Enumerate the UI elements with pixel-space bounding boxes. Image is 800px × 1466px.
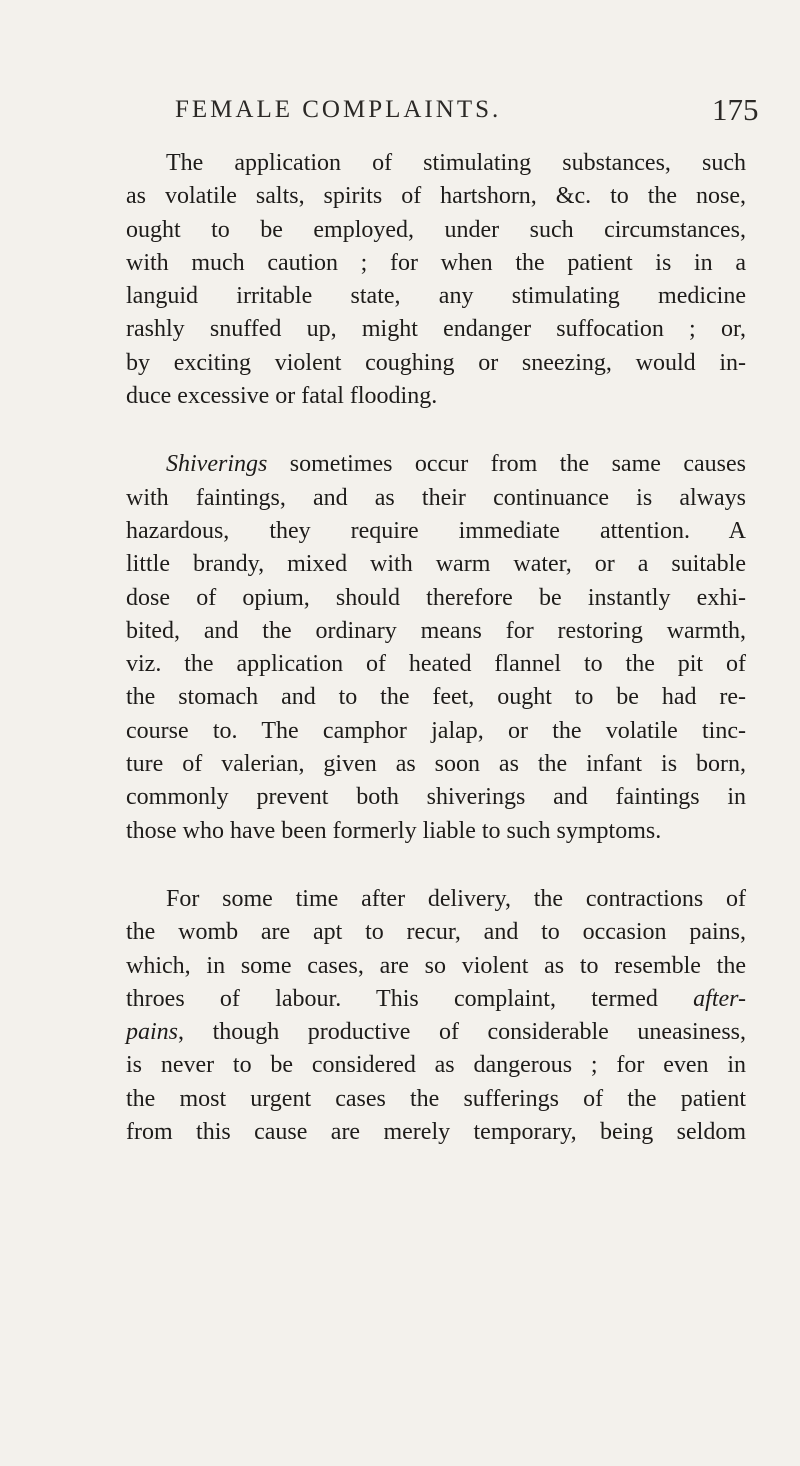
text-line: viz. the application of heated flannel to the pit of (126, 651, 746, 678)
text-line: with faintings, and as their continuance is always (126, 484, 746, 511)
paragraph-3 (126, 883, 746, 1149)
running-head-title: FEMALE COMPLAINTS. (175, 96, 502, 123)
text-line: which, in some cases, are so violent as to resemble the (126, 952, 746, 979)
italic-term: pains (126, 1019, 179, 1046)
text-line (126, 983, 746, 1016)
text-line: from this cause are merely temporary, being seldom (126, 1119, 746, 1146)
text-line: the womb are apt to recur, and to occasion pains, (126, 919, 746, 946)
text-line (126, 1016, 746, 1049)
text-line: ought to be employed, under such circumstances, (126, 216, 746, 243)
body-text (126, 147, 746, 1149)
text-span: throes of labour. This complaint, termed (126, 985, 694, 1012)
text-line: course to. The camphor jalap, or the volatile tinc- (126, 717, 746, 744)
paragraph-2 (126, 448, 746, 848)
text-line: hazardous, they require immediate attention. A (126, 517, 746, 544)
text-line: ture of valerian, given as soon as the infant is born, (126, 751, 746, 778)
text-line: dose of opium, should therefore be instantly exhi- (126, 584, 746, 611)
text-line: bited, and the ordinary means for restoring warmth, (126, 617, 746, 644)
text-span: , though productive of considerable uneasiness, (178, 1019, 746, 1046)
running-head (0, 92, 800, 136)
text-line: as volatile salts, spirits of hartshorn, &c. to the nose, (126, 183, 746, 210)
text-line: duce excessive or fatal flooding. (126, 383, 438, 410)
text-line: by exciting violent coughing or sneezing, would in- (126, 349, 746, 376)
text-line: the most urgent cases the sufferings of the patient (126, 1085, 746, 1112)
text-line: little brandy, mixed with warm water, or a suitable (126, 551, 746, 578)
text-line: the stomach and to the feet, ought to be had re- (126, 684, 746, 711)
text-line: with much caution ; for when the patient is in a (126, 249, 746, 276)
text-line: is never to be considered as dangerous ; for even in (126, 1052, 746, 1079)
text-line: those who have been formerly liable to such symptoms. (126, 817, 662, 844)
text-line: commonly prevent both shiverings and faintings in (126, 784, 746, 811)
text-span: sometimes occur from the same causes (267, 451, 746, 478)
paragraph-gap (126, 413, 746, 448)
text-line: For some time after delivery, the contractions of (166, 885, 746, 912)
text-line: The application of stimulating substances, such (166, 150, 746, 176)
text-line (126, 448, 746, 481)
paragraph-1 (126, 147, 746, 413)
text-line: rashly snuffed up, might endanger suffocation ; or, (126, 316, 746, 343)
italic-term: Shiverings (166, 451, 268, 478)
text-line: languid irritable state, any stimulating medicine (126, 283, 746, 310)
italic-term: after- (693, 985, 746, 1012)
page-number: 175 (712, 92, 759, 127)
paragraph-gap (126, 848, 746, 883)
